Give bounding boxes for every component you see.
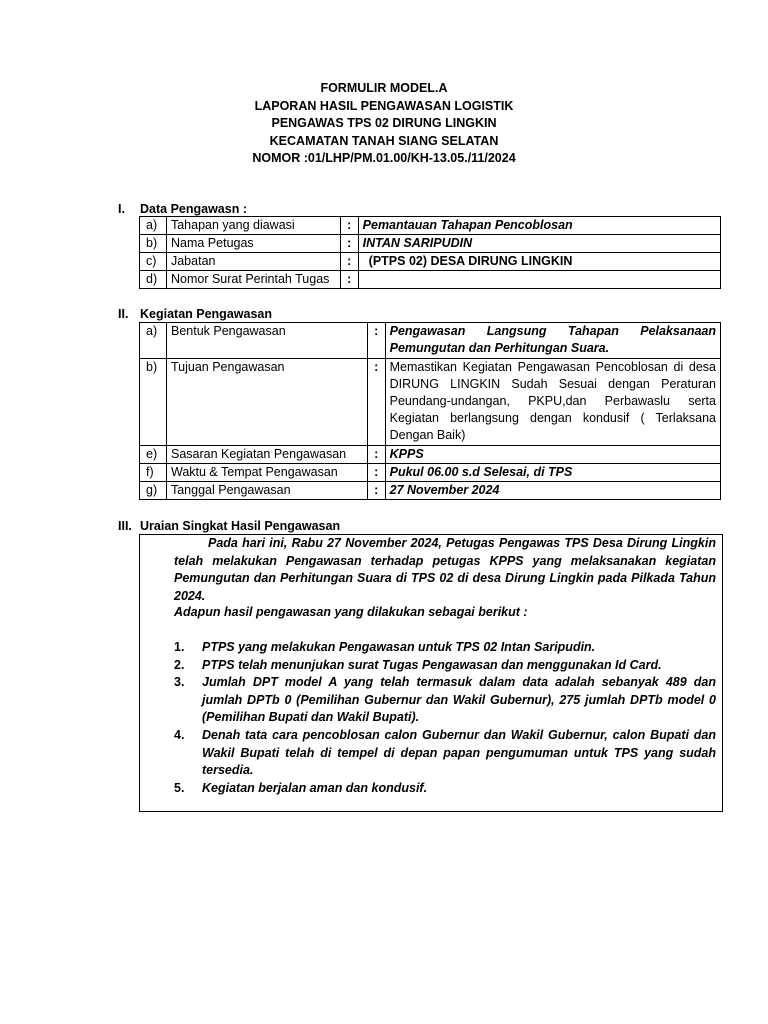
table-row [140, 359, 721, 446]
results-intro: Adapun hasil pengawasan yang dilakukan sebagai berikut : [174, 605, 528, 619]
row-label: Sasaran Kegiatan Pengawasan [166, 446, 367, 464]
row-label: Jabatan [166, 253, 340, 271]
form-title: FORMULIR MODEL.A [320, 81, 448, 95]
report-title: LAPORAN HASIL PENGAWASAN LOGISTIK [254, 98, 514, 113]
row-label: Tahapan yang diawasi [166, 217, 340, 235]
district-title: KECAMATAN TANAH SIANG SELATAN [269, 133, 499, 148]
item-text: Denah tata cara pencoblosan calon Gubernur dan Wakil Gubernur, calon Bupati dan Wakil Bupati telah di tempel di depan papan pengumuman untuk TPS yang sudah tersedia. [202, 727, 716, 778]
item-text: Kegiatan berjalan aman dan kondusif. [202, 780, 428, 795]
row-label: Tujuan Pengawasan [166, 359, 367, 446]
item-text: Jumlah DPT model A yang telah termasuk dalam data adalah sebanyak 489 dan jumlah DPTb 0 (Pemilihan Gubernur dan Wakil Gubernur), 275 jumlah DPTb model 0 (Pemilihan Bupati dan Wakil Bupati). [202, 675, 716, 725]
row-value: KPPS [385, 446, 720, 464]
document-header [0, 80, 768, 168]
section-2-table [139, 322, 721, 500]
row-colon: : [367, 482, 385, 500]
row-label: Tanggal Pengawasan [166, 482, 367, 500]
row-label: Bentuk Pengawasan [166, 323, 367, 359]
summary-paragraph [174, 535, 716, 605]
row-value: Memastikan Kegiatan Pengawasan Pencoblosan di desa DIRUNG LINGKIN Sudah Sesuai dengan Peraturan Peundang-undangan, PKPU,dan Perbawaslu serta Kegiatan berlangsung dengan kondusif ( Terlaksana Dengan Baik) [385, 359, 720, 446]
section-3-heading [118, 518, 418, 534]
row-value: (PTPS 02) DESA DIRUNG LINGKIN [358, 253, 720, 271]
row-letter: e) [140, 446, 167, 464]
row-label: Nama Petugas [166, 235, 340, 253]
row-letter: b) [140, 359, 167, 446]
section-1-table [139, 216, 721, 289]
list-item [174, 727, 716, 780]
item-text: PTPS telah menunjukan surat Tugas Pengawasan dan menggunakan Id Card. [202, 657, 662, 672]
table-row [140, 235, 721, 253]
item-number: 4. [174, 727, 185, 742]
row-value [358, 271, 720, 289]
row-colon: : [340, 253, 358, 271]
item-number: 2. [174, 657, 185, 672]
table-row [140, 217, 721, 235]
row-letter: g) [140, 482, 167, 500]
row-letter: a) [140, 323, 167, 359]
row-colon: : [367, 446, 385, 464]
item-number: 3. [174, 675, 185, 690]
section-1-number: I. [118, 202, 125, 216]
summary-text: Pada hari ini, Rabu 27 November 2024, Petugas Pengawas TPS Desa Dirung Lingkin telah melakukan Pengawasan terhadap petugas KPPS yang melaksanakan kegiatan Pemungutan dan Perhitungan Suara di TPS 02 di desa Dirung Lingkin pada Pilkada Tahun 2024. [174, 536, 716, 603]
row-value: Pemantauan Tahapan Pencoblosan [358, 217, 720, 235]
section-2-title: Kegiatan Pengawasan [140, 307, 272, 321]
row-letter: f) [140, 464, 167, 482]
section-1-heading [118, 201, 418, 217]
item-text: PTPS yang melakukan Pengawasan untuk TPS 02 Intan Saripudin. [202, 640, 596, 654]
list-item [174, 674, 716, 727]
table-row [140, 464, 721, 482]
section-2-heading [118, 306, 418, 322]
list-item [174, 780, 716, 798]
table-row [140, 323, 721, 359]
row-label: Waktu & Tempat Pengawasan [166, 464, 367, 482]
row-colon: : [367, 464, 385, 482]
item-number: 5. [174, 780, 185, 795]
row-colon: : [340, 235, 358, 253]
list-item [174, 657, 716, 675]
row-value: Pukul 06.00 s.d Selesai, di TPS [385, 464, 720, 482]
row-value: INTAN SARIPUDIN [358, 235, 720, 253]
row-label: Nomor Surat Perintah Tugas [166, 271, 340, 289]
table-row [140, 271, 721, 289]
row-colon: : [340, 217, 358, 235]
section-1-title: Data Pengawasn : [140, 202, 247, 216]
section-3-title: Uraian Singkat Hasil Pengawasan [140, 519, 341, 533]
row-letter: d) [140, 271, 167, 289]
list-item [174, 639, 716, 657]
row-letter: a) [140, 217, 167, 235]
row-letter: c) [140, 253, 167, 271]
results-list [174, 639, 716, 797]
table-row [140, 482, 721, 500]
row-colon: : [367, 323, 385, 359]
document-number: NOMOR :01/LHP/PM.01.00/KH-13.05./11/2024 [252, 151, 516, 166]
section-2-number: II. [118, 307, 129, 321]
row-letter: b) [140, 235, 167, 253]
section-3-number: III. [118, 519, 132, 533]
row-value: Pengawasan Langsung Tahapan Pelaksanaan Pemungutan dan Perhitungan Suara. [385, 323, 720, 359]
supervisor-title: PENGAWAS TPS 02 DIRUNG LINGKIN [271, 116, 497, 131]
item-number: 1. [174, 640, 185, 654]
row-colon: : [340, 271, 358, 289]
table-row [140, 253, 721, 271]
row-colon: : [367, 359, 385, 446]
row-value: 27 November 2024 [385, 482, 720, 500]
table-row [140, 446, 721, 464]
